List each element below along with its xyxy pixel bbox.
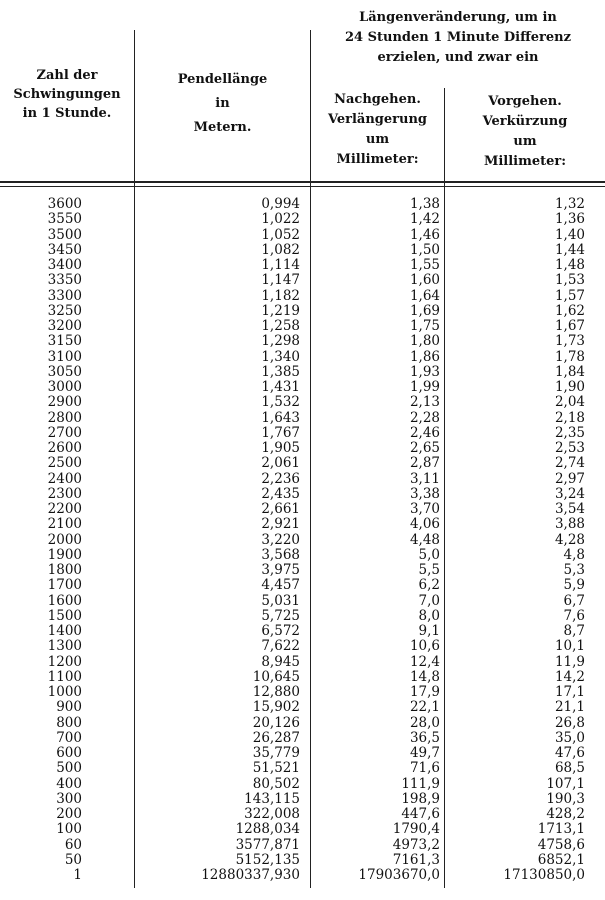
pendulum-length-cell: 143,115 [244,790,300,807]
table-row [0,777,605,792]
retard-lengthen-cell: 2,65 [409,440,440,456]
retard-lengthen-cell: 1,50 [409,241,440,258]
oscillations-cell: 800 [56,714,82,731]
oscillations-cell: 3550 [47,211,82,228]
oscillations-cell: 3250 [47,302,82,319]
advance-shorten-cell: 1,57 [554,287,585,304]
table-row [0,350,605,365]
retard-lengthen-cell: 17,9 [409,684,440,700]
table-row [0,746,605,761]
advance-shorten-cell: 68,5 [554,760,585,777]
pendulum-length-cell: 1,431 [261,379,300,395]
advance-shorten-cell: 3,54 [554,501,585,517]
advance-shorten-cell: 5,9 [563,577,585,594]
retard-lengthen-cell: 28,0 [409,714,440,731]
pendulum-length-cell: 20,126 [252,714,300,731]
oscillations-cell: 1200 [47,653,82,670]
retard-lengthen-cell: 8,0 [418,607,440,624]
table-row [0,517,605,532]
oscillations-cell: 3200 [47,318,82,334]
oscillations-cell: 2800 [47,409,82,426]
oscillations-cell: 2100 [47,516,82,533]
header-retard-line: Verlängerung [327,112,428,127]
advance-shorten-cell: 11,9 [554,653,585,670]
table-row [0,273,605,288]
advance-shorten-cell: 4,8 [563,546,585,563]
header-rule-top [0,181,605,183]
table-row [0,197,605,212]
retard-lengthen-cell: 1,93 [409,363,440,380]
advance-shorten-cell: 4758,6 [537,836,585,853]
oscillations-cell: 200 [56,806,82,822]
table-row [0,685,605,700]
pendulum-length-cell: 6,572 [261,623,300,639]
header-pendulum-length-line: in [215,96,230,111]
retard-lengthen-cell: 4,48 [409,531,440,548]
oscillations-cell: 3000 [47,379,82,395]
pendulum-length-cell: 1,298 [261,333,300,350]
advance-shorten-cell: 21,1 [554,699,585,716]
oscillations-cell: 700 [56,729,82,746]
table-row [0,228,605,243]
pendulum-length-cell: 5,725 [261,607,300,624]
oscillations-cell: 1500 [47,607,82,624]
advance-shorten-cell: 1,36 [554,211,585,228]
table-row [0,456,605,471]
oscillations-cell: 300 [56,790,82,807]
retard-lengthen-cell: 12,4 [409,653,440,670]
advance-shorten-cell: 1,73 [554,333,585,350]
pendulum-length-cell: 15,902 [252,699,300,716]
retard-lengthen-cell: 3,11 [409,470,440,487]
oscillations-cell: 500 [56,760,82,777]
pendulum-length-cell: 2,661 [261,501,300,517]
retard-lengthen-cell: 1,69 [409,302,440,319]
table-row [0,365,605,380]
pendulum-length-cell: 26,287 [252,729,300,746]
pendulum-length-cell: 1,532 [261,394,300,411]
oscillations-cell: 1400 [47,623,82,639]
pendulum-length-cell: 7,622 [261,638,300,655]
header-pendulum-length [135,68,310,140]
advance-shorten-cell: 2,18 [554,409,585,426]
advance-shorten-cell: 1,40 [554,226,585,243]
table-row [0,731,605,746]
table-row [0,243,605,258]
header-group-line: 24 Stunden 1 Minute Differenz [345,30,571,45]
retard-lengthen-cell: 36,5 [409,729,440,746]
pendulum-length-cell: 51,521 [252,760,300,777]
table-row [0,563,605,578]
table-row [0,380,605,395]
table-row [0,868,605,883]
table-row [0,761,605,776]
table-row [0,670,605,685]
header-advance-line: Verkürzung [482,114,568,129]
pendulum-length-cell: 1,643 [261,409,300,426]
oscillations-cell: 2400 [47,470,82,487]
advance-shorten-cell: 35,0 [554,729,585,746]
pendulum-length-cell: 5152,135 [235,851,300,868]
pendulum-length-cell: 1,905 [261,440,300,456]
retard-lengthen-cell: 2,87 [409,455,440,472]
advance-shorten-cell: 1,48 [554,257,585,273]
retard-lengthen-cell: 1,75 [409,318,440,334]
retard-lengthen-cell: 2,13 [409,394,440,411]
retard-lengthen-cell: 4,06 [409,516,440,533]
table-row [0,411,605,426]
retard-lengthen-cell: 9,1 [418,623,440,639]
table-row [0,395,605,410]
table-row [0,334,605,349]
header-group-line: erzielen, und zwar ein [377,50,539,65]
pendulum-length-cell: 5,031 [261,592,300,609]
advance-shorten-cell: 17,1 [554,684,585,700]
table-row [0,700,605,715]
pendulum-length-cell: 1,082 [261,241,300,258]
advance-shorten-cell: 1,67 [554,318,585,334]
oscillations-cell: 1600 [47,592,82,609]
pendulum-length-cell: 12,880 [252,684,300,700]
retard-lengthen-cell: 5,5 [418,562,440,578]
pendulum-length-cell: 2,435 [261,485,300,502]
advance-shorten-cell: 2,35 [554,424,585,441]
header-advance-shorten [445,92,605,172]
pendulum-length-cell: 1,340 [261,348,300,365]
header-retard-lengthen [311,90,444,170]
pendulum-length-cell: 80,502 [252,775,300,792]
table-row [0,609,605,624]
advance-shorten-cell: 1,32 [554,196,585,212]
retard-lengthen-cell: 2,28 [409,409,440,426]
oscillations-cell: 60 [64,836,82,853]
table-row [0,716,605,731]
table-row [0,441,605,456]
retard-lengthen-cell: 22,1 [409,699,440,716]
header-oscillations [0,66,134,123]
advance-shorten-cell: 1,90 [554,379,585,395]
header-retard-line: Nachgehen. [334,92,421,107]
pendulum-length-cell: 3577,871 [235,836,300,853]
advance-shorten-cell: 1,53 [554,272,585,289]
oscillations-cell: 1700 [47,577,82,594]
table-row [0,289,605,304]
oscillations-cell: 2600 [47,440,82,456]
table-row [0,426,605,441]
table-row [0,304,605,319]
retard-lengthen-cell: 7,0 [418,592,440,609]
header-advance-line: Vorgehen. [488,94,562,109]
table-row [0,319,605,334]
table-row [0,807,605,822]
advance-shorten-cell: 190,3 [546,790,585,807]
header-oscillations-line: in 1 Stunde. [22,106,112,121]
pendulum-length-cell: 1,258 [261,318,300,334]
header-pendulum-length-line: Metern. [193,120,252,135]
pendulum-length-cell: 3,975 [261,562,300,578]
advance-shorten-cell: 2,53 [554,440,585,456]
table-row [0,822,605,837]
retard-lengthen-cell: 1,38 [409,196,440,212]
pendulum-length-cell: 1,052 [261,226,300,243]
retard-lengthen-cell: 6,2 [418,577,440,594]
header-advance-line: Millimeter: [483,154,567,169]
retard-lengthen-cell: 10,6 [409,638,440,655]
retard-lengthen-cell: 1,86 [409,348,440,365]
header-oscillations-line: Zahl der [36,68,98,83]
oscillations-cell: 3350 [47,272,82,289]
pendulum-length-cell: 1,767 [261,424,300,441]
advance-shorten-cell: 47,6 [554,745,585,761]
oscillations-cell: 1000 [47,684,82,700]
retard-lengthen-cell: 3,70 [409,501,440,517]
header-advance-line: um [513,134,537,149]
retard-lengthen-cell: 1,64 [409,287,440,304]
pendulum-length-cell: 1,385 [261,363,300,380]
advance-shorten-cell: 17130850,0 [503,867,585,883]
retard-lengthen-cell: 71,6 [409,760,440,777]
pendulum-length-cell: 1,219 [261,302,300,319]
retard-lengthen-cell: 4973,2 [392,836,440,853]
pendulum-length-cell: 2,061 [261,455,300,472]
advance-shorten-cell: 6852,1 [537,851,585,868]
oscillations-cell: 600 [56,745,82,761]
oscillations-cell: 2300 [47,485,82,502]
retard-lengthen-cell: 1,99 [409,379,440,395]
retard-lengthen-cell: 17903670,0 [358,867,440,883]
retard-lengthen-cell: 111,9 [401,775,440,792]
table-row [0,578,605,593]
table-row [0,472,605,487]
oscillations-cell: 3450 [47,241,82,258]
pendulum-length-cell: 3,220 [261,531,300,548]
header-pendulum-length-line: Pendellänge [177,72,268,87]
retard-lengthen-cell: 1,80 [409,333,440,350]
pendulum-length-cell: 8,945 [261,653,300,670]
oscillations-cell: 1100 [47,668,82,685]
table-row [0,594,605,609]
retard-lengthen-cell: 1,55 [409,257,440,273]
oscillations-cell: 2500 [47,455,82,472]
oscillations-cell: 2200 [47,501,82,517]
pendulum-length-cell: 12880337,930 [201,867,300,883]
table-row [0,258,605,273]
pendulum-length-cell: 1,182 [261,287,300,304]
advance-shorten-cell: 4,28 [554,531,585,548]
pendulum-length-cell: 1,114 [261,257,300,273]
table-row [0,838,605,853]
oscillations-cell: 3600 [47,196,82,212]
table-body [0,197,605,883]
oscillations-cell: 50 [64,851,82,868]
retard-lengthen-cell: 447,6 [401,806,440,822]
advance-shorten-cell: 1713,1 [537,821,585,838]
oscillations-cell: 900 [56,699,82,716]
oscillations-cell: 2900 [47,394,82,411]
oscillations-cell: 3100 [47,348,82,365]
advance-shorten-cell: 2,97 [554,470,585,487]
advance-shorten-cell: 107,1 [546,775,585,792]
retard-lengthen-cell: 7161,3 [392,851,440,868]
advance-shorten-cell: 5,3 [563,562,585,578]
retard-lengthen-cell: 1,46 [409,226,440,243]
table-row [0,502,605,517]
advance-shorten-cell: 1,78 [554,348,585,365]
table-row [0,548,605,563]
header-retard-line: Millimeter: [336,152,419,167]
pendulum-length-cell: 322,008 [244,806,300,822]
advance-shorten-cell: 3,88 [554,516,585,533]
table-row [0,533,605,548]
oscillations-cell: 3050 [47,363,82,380]
advance-shorten-cell: 2,04 [554,394,585,411]
advance-shorten-cell: 14,2 [554,668,585,685]
oscillations-cell: 1300 [47,638,82,655]
advance-shorten-cell: 2,74 [554,455,585,472]
advance-shorten-cell: 1,44 [554,241,585,258]
advance-shorten-cell: 7,6 [563,607,585,624]
header-oscillations-line: Schwingungen [13,87,121,102]
advance-shorten-cell: 6,7 [563,592,585,609]
oscillations-cell: 1 [73,867,82,883]
table-row [0,792,605,807]
header-group-line: Längenveränderung, um in [359,10,557,25]
pendulum-length-cell: 35,779 [252,745,300,761]
pendulum-length-cell: 1,147 [261,272,300,289]
oscillations-cell: 3300 [47,287,82,304]
table-row [0,624,605,639]
oscillations-cell: 1800 [47,562,82,578]
oscillations-cell: 3400 [47,257,82,273]
retard-lengthen-cell: 1790,4 [392,821,440,838]
advance-shorten-cell: 26,8 [554,714,585,731]
table-row [0,639,605,654]
oscillations-cell: 100 [56,821,82,838]
retard-lengthen-cell: 3,38 [409,485,440,502]
advance-shorten-cell: 3,24 [554,485,585,502]
retard-lengthen-cell: 14,8 [409,668,440,685]
retard-lengthen-cell: 5,0 [418,546,440,563]
header-retard-line: um [365,132,390,147]
oscillations-cell: 1900 [47,546,82,563]
retard-lengthen-cell: 2,46 [409,424,440,441]
oscillations-cell: 3150 [47,333,82,350]
retard-lengthen-cell: 1,60 [409,272,440,289]
pendulum-length-cell: 3,568 [261,546,300,563]
pendulum-length-cell: 2,921 [261,516,300,533]
header-rule-bottom [0,186,605,187]
advance-shorten-cell: 428,2 [546,806,585,822]
table-row [0,853,605,868]
advance-shorten-cell: 8,7 [563,623,585,639]
retard-lengthen-cell: 1,42 [409,211,440,228]
advance-shorten-cell: 1,62 [554,302,585,319]
pendulum-length-cell: 1,022 [261,211,300,228]
pendulum-length-cell: 2,236 [261,470,300,487]
table-row [0,212,605,227]
pendulum-length-cell: 4,457 [261,577,300,594]
retard-lengthen-cell: 198,9 [401,790,440,807]
pendulum-length-cell: 0,994 [261,196,300,212]
pendulum-length-cell: 1288,034 [235,821,300,838]
oscillations-cell: 2700 [47,424,82,441]
table-row [0,487,605,502]
oscillations-cell: 2000 [47,531,82,548]
header-length-change-group [311,8,605,68]
table-row [0,655,605,670]
oscillations-cell: 3500 [47,226,82,243]
oscillations-cell: 400 [56,775,82,792]
advance-shorten-cell: 10,1 [554,638,585,655]
advance-shorten-cell: 1,84 [554,363,585,380]
retard-lengthen-cell: 49,7 [409,745,440,761]
pendulum-length-cell: 10,645 [252,668,300,685]
